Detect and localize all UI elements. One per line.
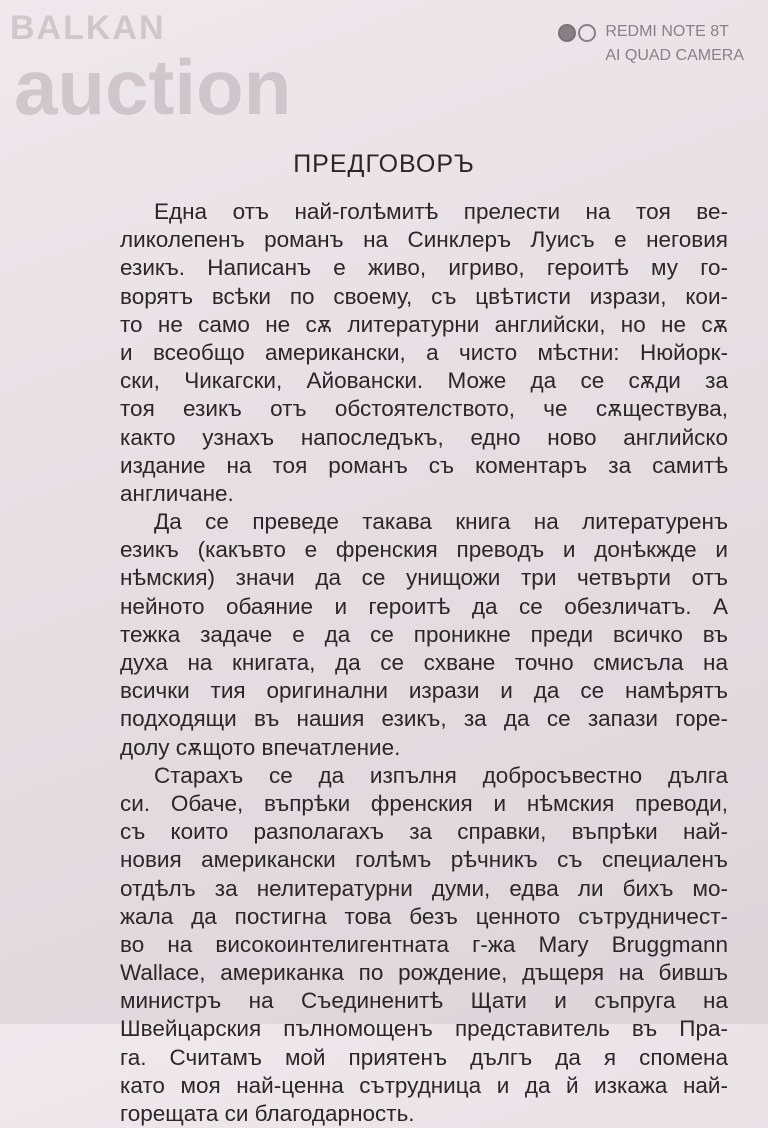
text-line <box>120 649 728 677</box>
text-line-content: както узнахъ напоследъкъ, едно ново английско <box>120 424 728 450</box>
text-line <box>120 480 728 508</box>
text-line-content: ворятъ всѣки по своему, съ цвѣтисти изрази, кои- <box>120 283 728 309</box>
text-line <box>120 705 728 733</box>
text-line-content: тоя езикъ отъ обстоятелството, че сѫществува, <box>120 396 728 422</box>
text-line-content: новия американски голѣмъ рѣчникъ съ специаленъ <box>120 847 728 873</box>
text-line <box>120 1100 728 1128</box>
text-line-content: ликолепенъ романъ на Синклеръ Луисъ е неговия <box>120 227 728 253</box>
text-line-content: като моя най-ценна сътрудница и да й изкажа най- <box>120 1072 728 1098</box>
text-line <box>120 226 728 254</box>
camera-watermark <box>605 20 744 68</box>
text-line-content: и всеобщо американски, а чисто мѣстни: Нюйорк- <box>120 339 728 365</box>
text-line-content: тежка задаче е да се проникне преди всичко въ <box>120 621 728 647</box>
text-line-content: Швейцарския пълномощенъ представитель въ Пра- <box>120 1016 728 1042</box>
text-line <box>120 875 728 903</box>
text-line <box>120 311 728 339</box>
text-line-content: во на високоинтелигентната г-жа Mary Bruggmann <box>120 931 728 957</box>
text-line <box>120 903 728 931</box>
text-line <box>120 931 728 959</box>
text-line <box>120 424 728 452</box>
text-line <box>120 508 728 536</box>
text-line-content: ски, Чикагски, Айовански. Може да се сѫди за <box>120 368 728 394</box>
text-line <box>120 536 728 564</box>
text-line-content: си. Обаче, въпрѣки френския и нѣмския преводи, <box>120 790 728 816</box>
text-line <box>120 1044 728 1072</box>
text-line-content: га. Считамъ мой приятенъ дългъ да я спомена <box>120 1044 728 1070</box>
text-line-content: горещата си благодарность. <box>120 1101 415 1126</box>
text-line <box>120 818 728 846</box>
camera-model: REDMI NOTE 8T <box>605 23 729 40</box>
camera-label: AI QUAD CAMERA <box>605 47 744 64</box>
text-line <box>120 283 728 311</box>
text-line <box>120 790 728 818</box>
text-line <box>120 959 728 987</box>
text-line-content: англичане. <box>120 480 234 506</box>
watermark-auction: auction <box>14 43 292 131</box>
text-line-content: Старахъ се да изпълня добросъвестно дълга <box>154 762 728 788</box>
text-line <box>120 734 728 762</box>
text-line-content: то не само не сѫ литературни английски, но не сѫ <box>120 311 728 337</box>
text-line <box>120 621 728 649</box>
text-line-content: жала да постигна това безъ ценното сътрудничест- <box>120 903 728 929</box>
text-line-content: съ които разполагахъ за справки, въпрѣки най- <box>120 819 728 845</box>
text-line-content: Wallace, американка по рождение, дъщеря на бившъ <box>120 960 728 986</box>
text-line-content: отдѣлъ за нелитературни думи, едва ли бихъ мо- <box>120 875 728 901</box>
camera-logo-icon <box>558 24 598 47</box>
preface-text <box>120 198 728 1128</box>
text-line <box>120 846 728 874</box>
text-line-content: министръ на Съединенитѣ Щати и съпруга на <box>120 988 728 1014</box>
text-line-content: духа на книгата, да се схване точно смисъла на <box>120 650 728 675</box>
text-line <box>120 367 728 395</box>
text-line-content: долу сѫщото впечатление. <box>120 734 401 760</box>
text-line-content: подходящи въ нашия езикъ, за да се запази горе- <box>120 706 728 732</box>
text-line <box>120 254 728 282</box>
page-title: ПРЕДГОВОРЪ <box>293 150 475 178</box>
text-line-content: издание на тоя романъ съ коментаръ за самитѣ <box>120 452 728 478</box>
text-line-content: езикъ. Написанъ е живо, игриво, героитѣ му го- <box>120 255 728 281</box>
text-line <box>120 395 728 423</box>
watermark-brand: BALKAN <box>10 9 166 47</box>
text-line-content: нѣмския) значи да се унищожи три четвърти отъ <box>120 565 728 591</box>
text-line <box>120 1015 728 1043</box>
text-line-content: Една отъ най-голѣмитѣ прелести на тоя ве- <box>154 199 728 224</box>
text-line <box>120 987 728 1015</box>
text-line <box>120 762 728 790</box>
text-line-content: всички тия оригинални изрази и да се намѣрятъ <box>120 678 728 704</box>
text-line-content: нейното обаяние и героитѣ да се обезличатъ. А <box>120 593 728 619</box>
text-line <box>120 564 728 592</box>
text-line-content: Да се преведе такава книга на литературенъ <box>154 509 728 535</box>
text-line <box>120 593 728 621</box>
text-line <box>120 198 728 226</box>
text-line <box>120 677 728 705</box>
text-line <box>120 339 728 367</box>
text-line <box>120 1072 728 1100</box>
text-line-content: езикъ (какъвто е френския преводъ и донѣкжде и <box>120 537 728 563</box>
text-line <box>120 452 728 480</box>
